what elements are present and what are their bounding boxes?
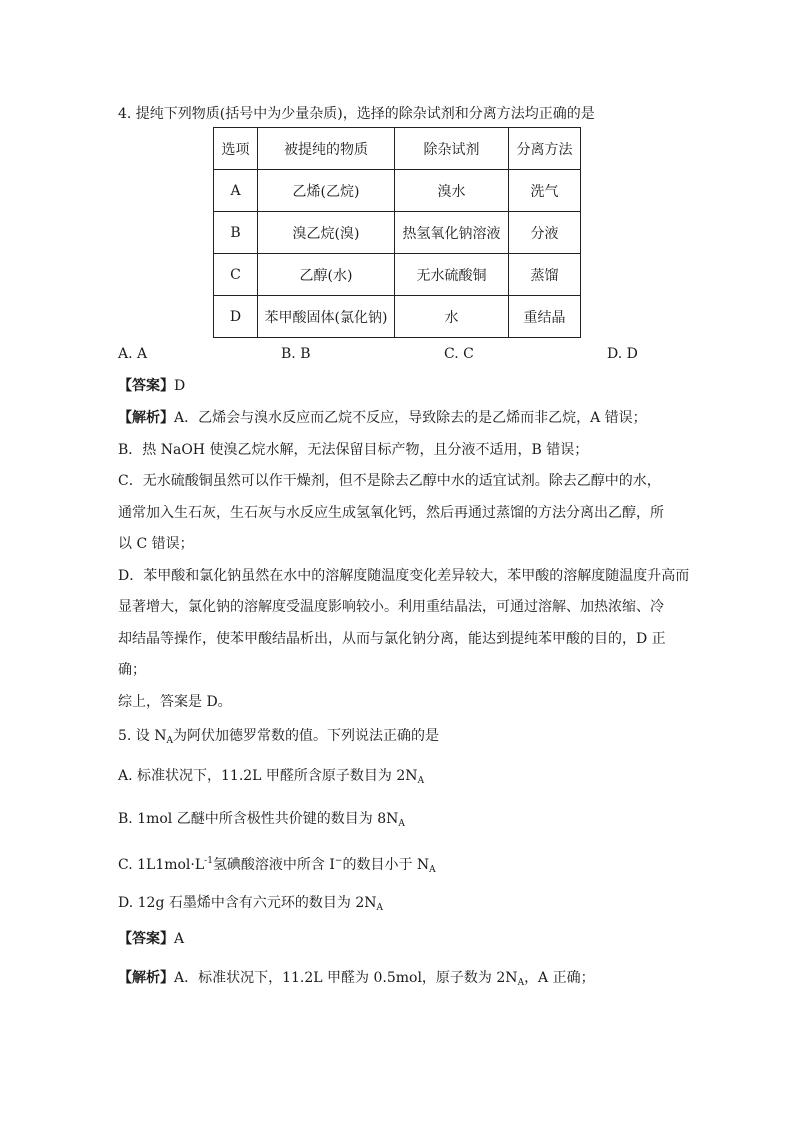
na-symbol [154, 728, 173, 744]
table-cell: 重结晶 [509, 296, 581, 338]
option-text: 的数目小于 [342, 857, 417, 873]
option-b [118, 809, 405, 834]
option-math: 2N [355, 895, 377, 911]
option-math: N [416, 857, 430, 873]
analysis-math: 2N [496, 970, 518, 986]
options-table [213, 127, 581, 338]
analysis-line-9: 确； [118, 662, 146, 678]
option-math: 8N [377, 811, 399, 827]
answer-value: A [174, 931, 185, 947]
table-cell: 苯甲酸固体(氯化钠) [258, 296, 395, 338]
table-header-cell: 被提纯的物质 [258, 128, 395, 170]
option-text: 氢碘酸溶液中所含 I [212, 857, 335, 873]
choice-a: A. A [118, 346, 148, 362]
table-cell: 乙醇(水) [258, 254, 395, 296]
option-d [118, 893, 383, 918]
analysis-line-4: 通常加入生石灰，生石灰与水反应生成氢氧化钙，然后再通过蒸馏的方法分离出乙醇，所 [118, 505, 664, 521]
option-text: B. 1mol 乙醚中所含极性共价键的数目为 [118, 811, 378, 827]
na-sub: A [429, 865, 436, 875]
table-header-cell: 除杂试剂 [395, 128, 509, 170]
na-sub: A [376, 903, 383, 913]
na-sub: A [517, 978, 525, 988]
table-cell: 洗气 [509, 170, 581, 212]
table-cell: 乙烯(乙烷) [258, 170, 395, 212]
table-cell: 溴乙烷(溴) [258, 212, 395, 254]
option-c [118, 851, 436, 880]
question-4-choices [118, 346, 638, 366]
table-row [214, 212, 581, 254]
analysis-line-1 [118, 408, 647, 428]
exponent: -1 [204, 856, 213, 866]
question-5-stem [118, 726, 439, 751]
analysis-line-10: 综上，答案是 D。 [118, 694, 232, 710]
table-cell: B [214, 212, 258, 254]
table-cell: C [214, 254, 258, 296]
analysis-line-6: D．苯甲酸和氯化钠虽然在水中的溶解度随温度变化差异较大，苯甲酸的溶解度随温度升高而 [118, 568, 690, 584]
table-row [214, 170, 581, 212]
table-cell: 无水硫酸铜 [395, 254, 509, 296]
table-header-row [214, 128, 581, 170]
stem-text: 5. 设 [118, 728, 155, 744]
question-4-stem: 4. 提纯下列物质(括号中为少量杂质)，选择的除杂试剂和分离方法均正确的是 [118, 106, 595, 122]
option-text: D. 12g 石墨烯中含有六元环的数目为 [118, 895, 356, 911]
na-sub: A [417, 776, 425, 786]
table-header-cell: 分离方法 [509, 128, 581, 170]
option-a [118, 766, 424, 791]
analysis-line-8: 却结晶等操作，使苯甲酸结晶析出，从而与氯化钠分离，能达到提纯苯甲酸的目的，D 正 [118, 631, 666, 647]
analysis-line-2: B．热 NaOH 使溴乙烷水解，无法保留目标产物，且分液不适用，B 错误； [118, 442, 589, 458]
table-cell: 蒸馏 [509, 254, 581, 296]
table-cell: 热氢氧化钠溶液 [395, 212, 509, 254]
table-cell: 溴水 [395, 170, 509, 212]
table-cell: 分液 [509, 212, 581, 254]
stem-text: 为阿伏加德罗常数的值。下列说法正确的是 [173, 728, 440, 744]
choice-d: D. D [607, 346, 638, 362]
option-text: A. 标准状况下，11.2L 甲醛所含原子数目为 [118, 768, 397, 784]
ion-charge: − [334, 856, 343, 866]
unit: L [194, 857, 205, 873]
analysis-text: A．乙烯会与溴水反应而乙烷不反应，导致除去的是乙烯而非乙烷，A 错误； [174, 410, 647, 426]
option-text: C. 1L1mol [118, 857, 191, 873]
answer-tag: 【答案】 [118, 931, 174, 947]
answer-value: D [174, 378, 186, 394]
choice-b: B. B [281, 346, 311, 362]
table-cell: 水 [395, 296, 509, 338]
table-cell: A [214, 170, 258, 212]
mult-dot: · [190, 857, 195, 873]
table-header-cell: 选项 [214, 128, 258, 170]
analysis-text: ，A 正确； [524, 970, 595, 986]
question-4-answer [118, 376, 185, 396]
answer-tag: 【答案】 [118, 378, 174, 394]
na-sub: A [166, 736, 174, 746]
na-main: N [154, 728, 167, 744]
analysis-line-5: 以 C 错误； [118, 536, 194, 552]
analysis-line-3: C．无水硫酸铜虽然可以作干燥剂，但不是除去乙醇中水的适宜试剂。除去乙醇中的水， [118, 473, 661, 489]
table-cell: D [214, 296, 258, 338]
analysis-text: A．标准状况下，11.2L 甲醛为 0.5mol，原子数为 [174, 970, 497, 986]
analysis-tag: 【解析】 [118, 410, 174, 426]
question-5-answer [118, 929, 184, 949]
analysis-line-7: 显著增大，氯化钠的溶解度受温度影响较小。利用重结晶法，可通过溶解、加热浓缩、冷 [118, 599, 664, 615]
na-sub: A [398, 819, 405, 829]
choice-c: C. C [444, 346, 474, 362]
question-5-analysis [118, 968, 595, 993]
table-row [214, 254, 581, 296]
option-math: 2N [396, 768, 418, 784]
analysis-tag: 【解析】 [118, 970, 174, 986]
table-row [214, 296, 581, 338]
